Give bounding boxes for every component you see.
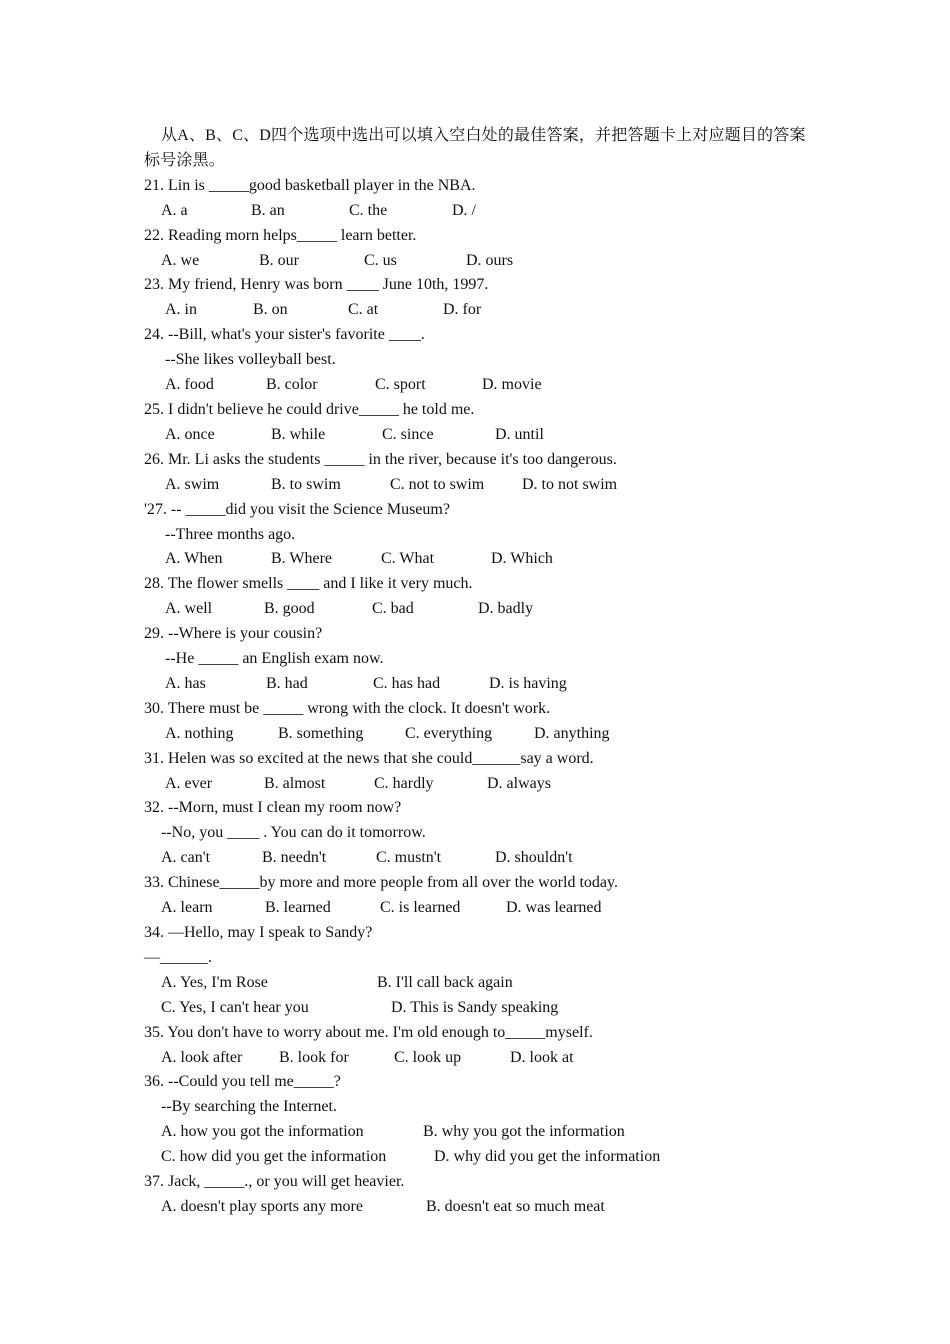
- option-b: B. an: [251, 201, 285, 219]
- option-c: C. What: [381, 550, 435, 568]
- question-36: 36. --Could you tell me_____?: [144, 1073, 341, 1091]
- question-25: 25. I didn't believe he could drive_____ he told me.: [144, 400, 475, 418]
- option-a: A. nothing: [165, 724, 234, 742]
- question-30: 30. There must be _____ wrong with the clock. It doesn't work.: [144, 699, 551, 717]
- options-24: [144, 373, 814, 398]
- option-a: A. can't: [161, 849, 211, 867]
- reply-34: —______.: [144, 948, 212, 966]
- option-d: D. to not swim: [522, 475, 618, 493]
- question-sheet: [144, 124, 814, 1220]
- option-a: A. we: [161, 251, 200, 269]
- question-32: 32. --Morn, must I clean my room now?: [144, 799, 402, 817]
- option-d: D. is having: [489, 674, 567, 692]
- option-d: D. look at: [510, 1048, 574, 1066]
- option-b: B. color: [266, 376, 318, 394]
- option-b: B. I'll call back again: [377, 973, 513, 991]
- options-29: [144, 672, 814, 697]
- option-d: D. Which: [491, 550, 553, 568]
- option-c: C. sport: [375, 376, 426, 394]
- option-d: D. shouldn't: [495, 849, 573, 867]
- option-d: D. for: [443, 301, 482, 319]
- option-c: C. look up: [394, 1048, 462, 1066]
- instruction: 从A、B、C、D四个选项中选出可以填入空白处的最佳答案，并把答题卡上对应题目的答案标号涂黑。: [144, 127, 806, 169]
- option-a: A. swim: [165, 475, 220, 493]
- options-35: [144, 1046, 814, 1071]
- option-c: C. us: [364, 251, 397, 269]
- options-34-row1: [144, 971, 814, 996]
- options-26: [144, 473, 814, 498]
- option-d: D. /: [452, 201, 476, 219]
- option-b: B. our: [259, 251, 299, 269]
- option-a: A. doesn't play sports any more: [161, 1197, 363, 1215]
- options-31: [144, 772, 814, 797]
- options-36-row2: [144, 1145, 814, 1170]
- question-29: 29. --Where is your cousin?: [144, 625, 323, 643]
- option-b: B. good: [264, 600, 315, 618]
- reply-27: --Three months ago.: [165, 525, 296, 543]
- reply-36: --By searching the Internet.: [161, 1098, 337, 1116]
- option-a: A. has: [165, 674, 206, 692]
- option-b: B. needn't: [262, 849, 327, 867]
- options-25: [144, 423, 814, 448]
- option-b: B. while: [271, 425, 326, 443]
- question-37: 37. Jack, _____., or you will get heavier.: [144, 1173, 405, 1191]
- option-c: C. at: [348, 301, 379, 319]
- question-24: 24. --Bill, what's your sister's favorite ____.: [144, 326, 425, 344]
- option-b: B. something: [278, 724, 364, 742]
- option-a: A. learn: [161, 899, 213, 917]
- option-a: A. in: [165, 301, 197, 319]
- option-a: A. food: [165, 376, 214, 394]
- option-c: C. how did you get the information: [161, 1148, 387, 1166]
- reply-32: --No, you ____ . You can do it tomorrow.: [161, 824, 426, 842]
- question-34: 34. —Hello, may I speak to Sandy?: [144, 924, 373, 941]
- options-34-row2: [144, 996, 814, 1021]
- question-35: 35. You don't have to worry about me. I'm old enough to_____myself.: [144, 1023, 593, 1041]
- question-31: 31. Helen was so excited at the news that she could______say a word.: [144, 749, 594, 767]
- options-37: [144, 1195, 814, 1220]
- option-c: C. has had: [373, 674, 441, 692]
- option-a: A. When: [165, 550, 223, 568]
- option-c: C. mustn't: [376, 849, 442, 867]
- options-23: [144, 298, 814, 323]
- options-30: [144, 722, 814, 747]
- options-28: [144, 597, 814, 622]
- reply-24: --She likes volleyball best.: [165, 351, 336, 369]
- option-a: A. how you got the information: [161, 1123, 364, 1141]
- option-b: B. learned: [265, 899, 331, 917]
- option-d: D. why did you get the information: [434, 1148, 661, 1166]
- option-b: B. Where: [271, 550, 333, 568]
- question-28: 28. The flower smells ____ and I like it very much.: [144, 575, 473, 593]
- option-a: A. Yes, I'm Rose: [161, 973, 268, 991]
- option-c: C. the: [349, 201, 388, 219]
- question-23: 23. My friend, Henry was born ____ June 10th, 1997.: [144, 276, 489, 294]
- option-c: C. everything: [405, 724, 493, 742]
- option-b: B. almost: [264, 774, 326, 792]
- question-33: 33. Chinese_____by more and more people from all over the world today.: [144, 874, 618, 892]
- option-c: C. is learned: [380, 899, 461, 917]
- options-27: [144, 547, 814, 572]
- options-33: [144, 896, 814, 921]
- option-d: D. was learned: [506, 899, 602, 917]
- question-21: 21. Lin is _____good basketball player in the NBA.: [144, 176, 476, 194]
- option-a: A. look after: [161, 1048, 243, 1066]
- option-d: D. always: [487, 774, 551, 792]
- option-b: B. doesn't eat so much meat: [426, 1197, 605, 1215]
- option-b: B. had: [266, 674, 308, 692]
- option-b: B. why you got the information: [423, 1123, 625, 1141]
- option-c: C. bad: [372, 600, 414, 618]
- option-d: D. badly: [478, 600, 534, 618]
- option-c: C. not to swim: [390, 475, 485, 493]
- option-b: B. on: [253, 301, 288, 319]
- option-c: C. Yes, I can't hear you: [161, 998, 309, 1016]
- options-22: [144, 249, 814, 274]
- options-36-row1: [144, 1120, 814, 1145]
- reply-29: --He _____ an English exam now.: [165, 650, 384, 668]
- option-d: D. until: [495, 425, 544, 443]
- option-d: D. movie: [482, 376, 542, 394]
- options-21: [144, 199, 814, 224]
- option-a: A. once: [165, 425, 215, 443]
- question-22: 22. Reading morn helps_____ learn better.: [144, 226, 417, 244]
- options-32: [144, 846, 814, 871]
- option-b: B. look for: [279, 1048, 349, 1066]
- option-c: C. hardly: [374, 774, 434, 792]
- option-a: A. well: [165, 600, 213, 618]
- question-26: 26. Mr. Li asks the students _____ in the river, because it's too dangerous.: [144, 450, 617, 468]
- option-a: A. a: [161, 201, 188, 219]
- option-d: D. This is Sandy speaking: [391, 998, 559, 1016]
- option-d: D. ours: [466, 251, 514, 269]
- option-d: D. anything: [534, 724, 610, 742]
- question-27: '27. -- _____did you visit the Science Museum?: [144, 500, 450, 518]
- option-b: B. to swim: [271, 475, 341, 493]
- option-c: C. since: [382, 425, 434, 443]
- option-a: A. ever: [165, 774, 213, 792]
